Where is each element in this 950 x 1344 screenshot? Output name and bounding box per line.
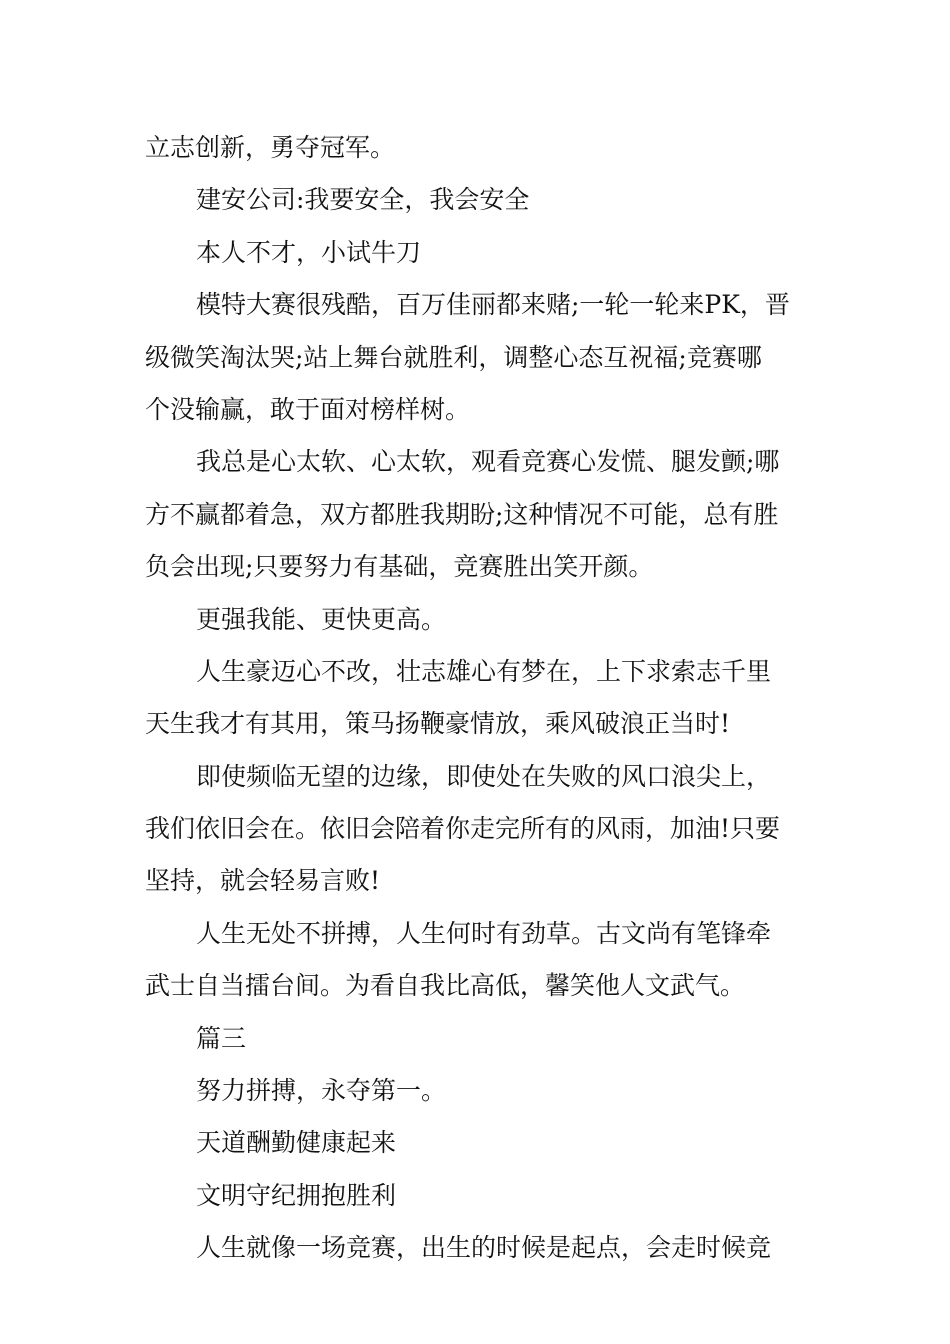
text-line-5: 级微笑淘汰哭;站上舞台就胜利，调整心态互祝福;竞赛哪 [145, 342, 762, 372]
text-line-20: 天道酬勤健康起来 [196, 1128, 397, 1158]
text-line-7: 我总是心太软、心太软，观看竞赛心发慌、腿发颤;哪 [196, 447, 780, 477]
body-text [145, 122, 807, 1275]
text-line-2: 建安公司:我要安全，我会安全 [196, 185, 530, 215]
text-line-15: 坚持，就会轻易言败! [145, 866, 381, 896]
text-line-11: 人生豪迈心不改，壮志雄心有梦在，上下求索志千里 [196, 656, 772, 686]
text-line-10: 更强我能、更快更高。 [196, 604, 447, 634]
text-line-19: 努力拼搏，永夺第一。 [196, 1076, 447, 1106]
text-line-8: 方不赢都着急，双方都胜我期盼;这种情况不可能，总有胜 [145, 499, 779, 529]
text-line-17: 武士自当擂台间。为看自我比高低，馨笑他人文武气。 [145, 971, 746, 1001]
text-line-3: 本人不才，小试牛刀 [196, 237, 422, 267]
text-line-14: 我们依旧会在。依旧会陪着你走完所有的风雨，加油!只要 [145, 814, 781, 844]
text-line-22: 人生就像一场竞赛，出生的时候是起点，会走时候竞 [196, 1233, 772, 1263]
text-line-6: 个没输赢，敢于面对榜样树。 [145, 394, 471, 424]
text-line-1: 立志创新，勇夺冠军。 [145, 133, 396, 162]
text-line-4: 模特大赛很残酷，百万佳丽都来赌;一轮一轮来PK，晋 [196, 290, 790, 320]
text-line-12: 天生我才有其用，策马扬鞭豪情放，乘风破浪正当时! [145, 709, 731, 739]
text-line-13: 即使频临无望的边缘，即使处在失败的风口浪尖上， [196, 761, 772, 791]
section-heading: 篇三 [196, 1023, 247, 1053]
text-line-9: 负会出现;只要努力有基础，竞赛胜出笑开颜。 [145, 552, 654, 582]
text-line-16: 人生无处不拼搏，人生何时有劲草。古文尚有笔锋牵 [196, 918, 772, 948]
text-line-21: 文明守纪拥抱胜利 [196, 1180, 397, 1210]
